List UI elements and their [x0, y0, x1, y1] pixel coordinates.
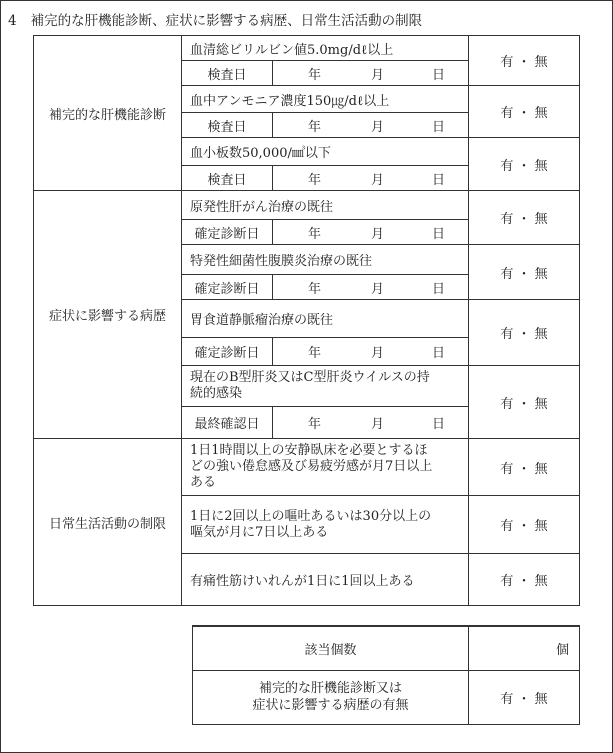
date-field-bilirubin[interactable]: 年 月 日: [273, 61, 469, 86]
category-medical-history: 症状に影響する病歴: [34, 191, 182, 439]
choice-bilirubin[interactable]: 有 ・ 無: [469, 36, 580, 86]
choice-fatigue[interactable]: 有 ・ 無: [469, 439, 580, 496]
item-liver-cancer: 原発性肝がん治療の既往: [182, 191, 469, 220]
date-field-platelets[interactable]: 年 月 日: [273, 166, 469, 191]
item-peritonitis: 特発性細菌性腹膜炎治療の既往: [182, 245, 469, 275]
item-vomiting: 1日に2回以上の嘔吐あるいは30分以上の 嘔気が月に7日以上ある: [182, 496, 469, 554]
category-daily-activity: 日常生活活動の制限: [34, 439, 182, 606]
date-label-bilirubin: 検査日: [182, 61, 273, 86]
item-cramps: 有痛性筋けいれんが1日に1回以上ある: [182, 554, 469, 606]
section-heading: [8, 9, 422, 29]
choice-cramps[interactable]: 有 ・ 無: [469, 554, 580, 606]
item-ammonia: 血中アンモニア濃度150㎍/dℓ以上: [182, 86, 469, 113]
choice-peritonitis[interactable]: 有 ・ 無: [469, 245, 580, 300]
item-bilirubin: 血清総ビリルビン値5.0mg/dℓ以上: [182, 36, 469, 61]
item-platelets: 血小板数50,000/㎣以下: [182, 138, 469, 166]
count-label: 該当個数: [193, 626, 469, 670]
summary-table: [192, 625, 580, 725]
choice-vomiting[interactable]: 有 ・ 無: [469, 496, 580, 554]
date-field-ammonia[interactable]: 年 月 日: [273, 113, 469, 138]
date-label-ammonia: 検査日: [182, 113, 273, 138]
date-label-varices: 確定診断日: [182, 338, 273, 366]
date-label-peritonitis: 確定診断日: [182, 275, 273, 300]
category-liver-function: 補完的な肝機能診断: [34, 36, 182, 191]
date-field-peritonitis[interactable]: 年 月 日: [273, 275, 469, 300]
choice-liver-cancer[interactable]: 有 ・ 無: [469, 191, 580, 245]
item-fatigue: 1日1時間以上の安静臥床を必要とするほ どの強い倦怠感及び易疲労感が月7日以上 ある: [182, 439, 469, 496]
date-label-platelets: 検査日: [182, 166, 273, 191]
date-field-hepatitis-infection[interactable]: 年 月 日: [273, 407, 469, 439]
choice-platelets[interactable]: 有 ・ 無: [469, 138, 580, 191]
choice-ammonia[interactable]: 有 ・ 無: [469, 86, 580, 138]
date-label-hepatitis-infection: 最終確認日: [182, 407, 273, 439]
date-field-liver-cancer[interactable]: 年 月 日: [273, 220, 469, 245]
criteria-table: [33, 35, 580, 606]
choice-hepatitis-infection[interactable]: 有 ・ 無: [469, 366, 580, 439]
count-field[interactable]: 個: [469, 626, 580, 670]
presence-choice[interactable]: 有 ・ 無: [469, 670, 580, 724]
item-varices: 胃食道静脈瘤治療の既往: [182, 300, 469, 338]
section-title: 補完的な肝機能診断、症状に影響する病歴、日常生活活動の制限: [30, 13, 423, 29]
date-field-varices[interactable]: 年 月 日: [273, 338, 469, 366]
presence-label: 補完的な肝機能診断又は 症状に影響する病歴の有無: [193, 670, 469, 724]
section-number: 4: [8, 13, 17, 29]
choice-varices[interactable]: 有 ・ 無: [469, 300, 580, 366]
date-label-liver-cancer: 確定診断日: [182, 220, 273, 245]
item-hepatitis-infection: 現在のB型肝炎又はC型肝炎ウイルスの持 続的感染: [182, 366, 469, 407]
